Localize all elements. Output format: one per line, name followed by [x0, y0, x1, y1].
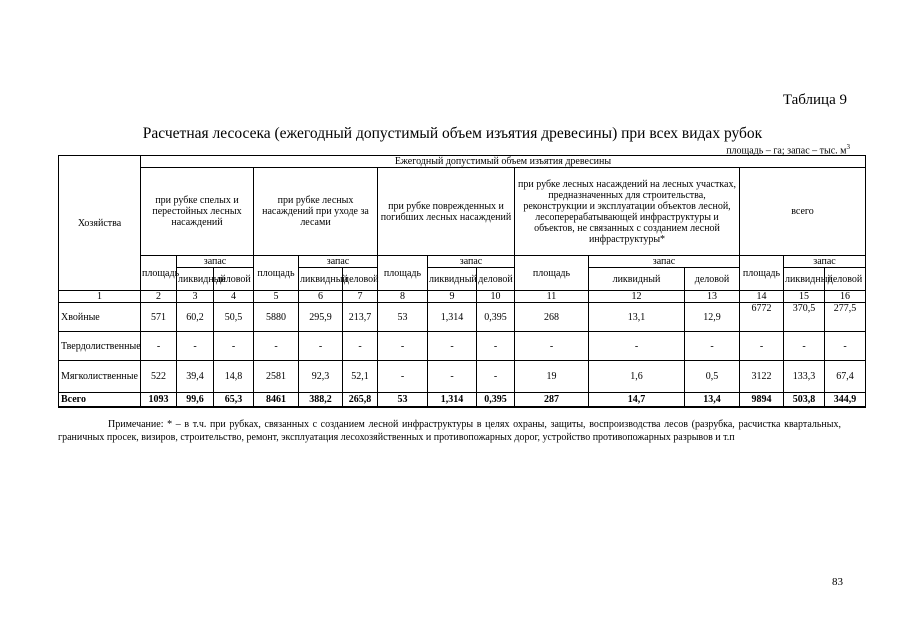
header-stock: запас: [784, 256, 866, 268]
header-area: площадь: [378, 256, 428, 291]
table-cell: 8461: [254, 393, 299, 407]
header-group-total: всего: [740, 168, 866, 256]
header-group-thinning: при рубке лесных насаждений при уходе за лесами: [254, 168, 378, 256]
table-cell: -: [784, 332, 825, 361]
header-business: деловой: [825, 268, 866, 291]
table-cell: 53: [378, 393, 428, 407]
header-stock: запас: [589, 256, 740, 268]
table-cell: 571: [141, 303, 177, 332]
table-cell: 370,5: [784, 303, 825, 332]
column-number: 15: [784, 291, 825, 303]
table-cell: 2581: [254, 361, 299, 393]
column-number: 14: [740, 291, 784, 303]
table-cell: -: [378, 332, 428, 361]
table-cell: 39,4: [177, 361, 214, 393]
header-area: площадь: [740, 256, 784, 291]
table-cell: 6772: [740, 303, 784, 332]
table-cell: 65,3: [214, 393, 254, 407]
header-business: деловой: [685, 268, 740, 291]
table-cell: 53: [378, 303, 428, 332]
header-business: деловой: [214, 268, 254, 291]
table-cell: 344,9: [825, 393, 866, 407]
table-cell: -: [378, 361, 428, 393]
table-cell: 5880: [254, 303, 299, 332]
header-liquid: ликвидный: [177, 268, 214, 291]
table-cell: 0,395: [477, 393, 515, 407]
row-farm-name: Мягколиственные: [59, 361, 141, 393]
column-number: 10: [477, 291, 515, 303]
table-cell: 133,3: [784, 361, 825, 393]
table-cell: 99,6: [177, 393, 214, 407]
table-cell: -: [515, 332, 589, 361]
table-cell: 92,3: [299, 361, 343, 393]
table-cell: -: [141, 332, 177, 361]
column-number-row: [59, 291, 866, 303]
table-cell: 1,314: [428, 393, 477, 407]
table-cell: 60,2: [177, 303, 214, 332]
page-title: Расчетная лесосека (ежегодный допустимый объем изъятия древесины) при всех видах рубок: [142, 125, 763, 142]
column-number: 11: [515, 291, 589, 303]
row-farm-name: Твердолиственные: [59, 332, 141, 361]
table-cell: 13,4: [685, 393, 740, 407]
header-business: деловой: [343, 268, 378, 291]
column-number: 7: [343, 291, 378, 303]
column-number: 8: [378, 291, 428, 303]
table-cell: 1,6: [589, 361, 685, 393]
table-cell: -: [477, 361, 515, 393]
table-cell: 13,1: [589, 303, 685, 332]
table-cell: 268: [515, 303, 589, 332]
header-business: деловой: [477, 268, 515, 291]
table-cell: 1093: [141, 393, 177, 407]
table-cell: 0,395: [477, 303, 515, 332]
table-cell: 213,7: [343, 303, 378, 332]
header-stock: запас: [299, 256, 378, 268]
footnote: Примечание: * – в т.ч. при рубках, связанных с созданием лесной инфраструктуры в целях охраны, защиты, воспроизводства лесов (разрубка, расчистка квартальных, граничных просек, визиров, строительство, ремонт, эксплуатация лесохозяйственных и противопожарных дорог, устройство противопожарных разрывов и т.п: [58, 419, 841, 443]
table-cell: -: [428, 361, 477, 393]
table-cell: 14,7: [589, 393, 685, 407]
table-cell: -: [214, 332, 254, 361]
table-header-row: [59, 168, 866, 256]
units-note-superscript: 3: [846, 143, 850, 151]
table-cell: 522: [141, 361, 177, 393]
table-cell: -: [685, 332, 740, 361]
units-note-text: площадь – га; запас – тыс. м: [726, 145, 847, 157]
table-cell: -: [740, 332, 784, 361]
table-cell: -: [825, 332, 866, 361]
table-cell: 388,2: [299, 393, 343, 407]
table-row: [59, 303, 866, 332]
column-number: 4: [214, 291, 254, 303]
table-cell: -: [254, 332, 299, 361]
allowable-cut-table: [58, 155, 866, 408]
table-cell: 0,5: [685, 361, 740, 393]
header-stock: запас: [428, 256, 515, 268]
table-cell: -: [177, 332, 214, 361]
table-cell: 1,314: [428, 303, 477, 332]
table-cell: -: [428, 332, 477, 361]
header-group-infrastructure: при рубке лесных насаждений на лесных участках, предназначенных для строительства, реконструкции и эксплуатации объектов лесной, лесоперерабатывающей инфраструктуры и объектов, не связанных с созданием лесной инфраструктуры*: [515, 168, 740, 256]
column-number: 12: [589, 291, 685, 303]
table-cell: 265,8: [343, 393, 378, 407]
header-liquid: ликвидный: [784, 268, 825, 291]
table-cell: -: [477, 332, 515, 361]
header-stock: запас: [177, 256, 254, 268]
header-farm: Хозяйства: [59, 156, 141, 291]
table-label: Таблица 9: [782, 92, 847, 108]
table-cell: 12,9: [685, 303, 740, 332]
table-cell: 52,1: [343, 361, 378, 393]
column-number: 16: [825, 291, 866, 303]
header-liquid: ликвидный: [428, 268, 477, 291]
table-cell: 67,4: [825, 361, 866, 393]
row-farm-name: Всего: [59, 393, 141, 407]
table-row: [59, 332, 866, 361]
table-cell: 277,5: [825, 303, 866, 332]
column-number: 6: [299, 291, 343, 303]
header-area: площадь: [254, 256, 299, 291]
table-cell: 50,5: [214, 303, 254, 332]
header-group-damaged: при рубке поврежденных и погибших лесных насаждений: [378, 168, 515, 256]
column-number: 1: [59, 291, 141, 303]
table-cell: -: [343, 332, 378, 361]
table-cell: -: [299, 332, 343, 361]
table-cell: 19: [515, 361, 589, 393]
header-annual-volume: Ежегодный допустимый объем изъятия древесины: [141, 156, 866, 168]
table-cell: 287: [515, 393, 589, 407]
table-header-row: [59, 256, 866, 268]
column-number: 13: [685, 291, 740, 303]
table-cell: 503,8: [784, 393, 825, 407]
table-cell: 9894: [740, 393, 784, 407]
header-liquid: ликвидный: [589, 268, 685, 291]
header-group-mature: при рубке спелых и перестойных лесных насаждений: [141, 168, 254, 256]
table-row: [59, 361, 866, 393]
table-cell: 295,9: [299, 303, 343, 332]
column-number: 9: [428, 291, 477, 303]
header-area: площадь: [141, 256, 177, 291]
table-cell: 14,8: [214, 361, 254, 393]
header-liquid: ликвидный: [299, 268, 343, 291]
column-number: 5: [254, 291, 299, 303]
column-number: 2: [141, 291, 177, 303]
row-farm-name: Хвойные: [59, 303, 141, 332]
page-number: 83: [832, 576, 843, 588]
table-cell: 3122: [740, 361, 784, 393]
header-area: площадь: [515, 256, 589, 291]
column-number: 3: [177, 291, 214, 303]
total-row: [59, 393, 866, 407]
table-cell: -: [589, 332, 685, 361]
table-header-row: [59, 156, 866, 168]
